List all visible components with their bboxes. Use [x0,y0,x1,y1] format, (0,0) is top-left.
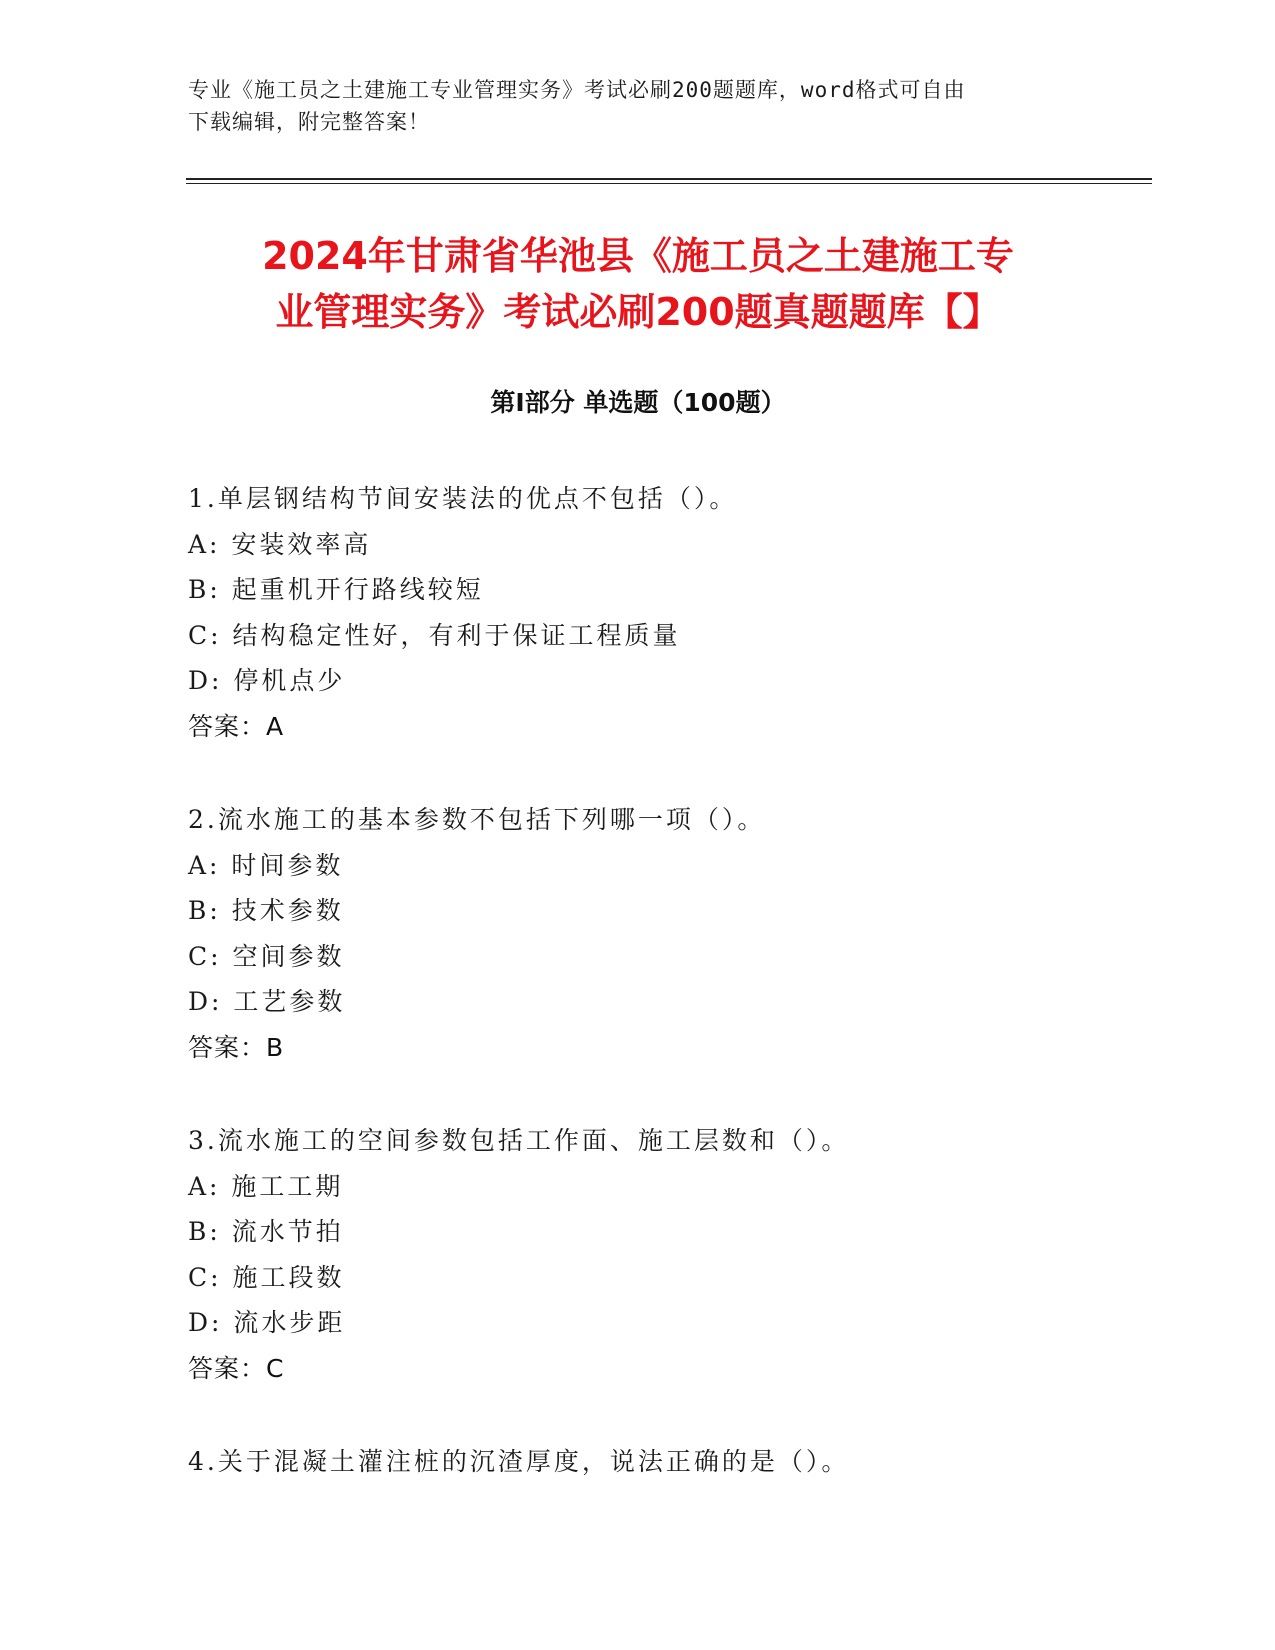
answer: 答案：A [188,711,285,741]
option-c: C: 空间参数 [188,941,345,971]
document-title [188,228,1088,340]
header-note-line-1: 专业《施工员之土建施工专业管理实务》考试必刷200题题库，word格式可自由 [188,78,966,102]
option-b: B: 技术参数 [188,896,344,925]
question-4 [188,1439,1128,1485]
question-stem: 3.流水施工的空间参数包括工作面、施工层数和（）。 [188,1126,850,1155]
header-note-line-2: 下载编辑，附完整答案！ [188,110,430,134]
answer: 答案：C [188,1353,285,1383]
header-note [188,74,1068,138]
option-a: A: 时间参数 [188,850,344,880]
option-d: D: 停机点少 [188,666,346,695]
document-title-line-2: 业管理实务》考试必刷200题真题题库【】 [275,290,1001,334]
option-a: A: 施工工期 [188,1171,344,1201]
question-2 [188,797,1128,1070]
option-d: D: 工艺参数 [188,987,346,1016]
option-b: B: 流水节拍 [188,1217,344,1246]
option-c: C: 结构稳定性好，有利于保证工程质量 [188,620,681,650]
question-3 [188,1118,1128,1391]
header-divider-thin [186,183,1152,184]
question-stem: 2.流水施工的基本参数不包括下列哪一项（）。 [188,805,766,834]
document-title-line-1: 2024年甘肃省华池县《施工员之土建施工专 [262,234,1014,278]
section-heading: 第Ⅰ部分 单选题（100题） [490,388,786,417]
question-1 [188,476,1128,749]
option-a: A: 安装效率高 [188,529,372,559]
answer: 答案：B [188,1032,285,1062]
option-d: D: 流水步距 [188,1308,346,1337]
option-b: B: 起重机开行路线较短 [188,575,484,604]
question-stem: 4.关于混凝土灌注桩的沉渣厚度，说法正确的是（）。 [188,1447,850,1476]
question-stem: 1.单层钢结构节间安装法的优点不包括（）。 [188,484,738,513]
header-divider-thick [186,178,1152,180]
option-c: C: 施工段数 [188,1262,345,1292]
question-list [188,476,1128,1533]
